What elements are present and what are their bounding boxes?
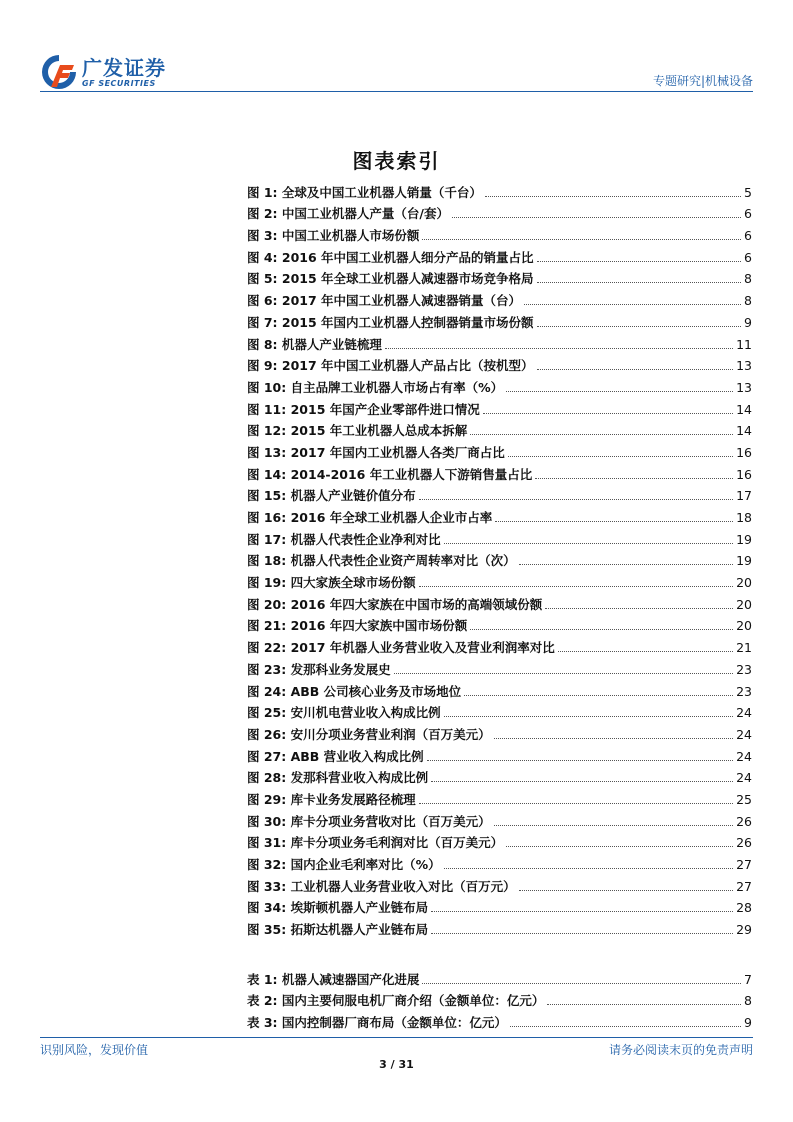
toc-page: 14 [736, 401, 752, 417]
toc-label: 表 1: 机器人减速器国产化进展 [247, 971, 420, 987]
toc-label: 图 2: 中国工业机器人产量（台/套） [247, 206, 449, 222]
toc-label: 图 17: 机器人代表性企业净利对比 [247, 531, 441, 547]
toc-label: 图 19: 四大家族全球市场份额 [247, 575, 416, 591]
toc-page: 16 [736, 466, 752, 482]
toc-label: 图 5: 2015 年全球工业机器人减速器市场竞争格局 [247, 271, 534, 287]
toc-page: 14 [736, 423, 752, 439]
gf-logo-icon [40, 53, 78, 91]
toc-entry[interactable] [247, 613, 752, 635]
toc-entry[interactable] [247, 504, 752, 526]
toc-entry[interactable] [247, 830, 752, 852]
toc-entry[interactable] [247, 895, 752, 917]
toc-page: 18 [736, 510, 752, 525]
toc-page: 5 [744, 184, 752, 200]
toc-label: 表 2: 国内主要伺服电机厂商介绍（金额单位：亿元） [247, 993, 545, 1009]
toc-page: 27 [736, 857, 752, 872]
toc-entry[interactable] [247, 222, 752, 244]
toc-label: 图 16: 2016 年全球工业机器人企业市占率 [247, 510, 493, 525]
toc-entry[interactable] [247, 461, 752, 483]
toc-page: 27 [736, 878, 752, 894]
toc-page: 26 [736, 835, 752, 851]
toc-page: 16 [736, 444, 752, 460]
toc-page: 24 [736, 748, 752, 764]
toc-entry[interactable] [247, 526, 752, 548]
toc-label: 图 10: 自主品牌工业机器人市场占有率（%） [247, 379, 504, 395]
toc-entry[interactable] [247, 591, 752, 613]
page-title: 图表索引 [352, 149, 441, 173]
toc-entry[interactable] [247, 569, 752, 591]
report-section: 专题研究|机械设备 [652, 74, 753, 88]
toc-entry[interactable] [247, 483, 752, 505]
toc-page: 28 [736, 900, 752, 916]
toc-label: 图 9: 2017 年中国工业机器人产品占比（按机型） [247, 358, 534, 374]
toc-entry[interactable] [247, 244, 752, 266]
toc-label: 图 27: ABB 营业收入构成比例 [247, 748, 424, 764]
toc-entry[interactable] [247, 678, 752, 700]
toc-label: 图 29: 库卡业务发展路径梳理 [247, 791, 416, 807]
toc-label: 图 8: 机器人产业链梳理 [247, 336, 382, 352]
toc-entry[interactable] [247, 700, 752, 722]
toc-page: 19 [736, 553, 752, 569]
header-divider [40, 91, 753, 92]
toc-page: 20 [736, 596, 752, 612]
company-logo [40, 52, 166, 92]
footer-slogan: 识别风险，发现价值 [40, 1043, 149, 1057]
toc-label: 图 20: 2016 年四大家族在中国市场的高端领域份额 [247, 596, 543, 612]
toc-page: 11 [736, 336, 752, 352]
toc-page: 29 [736, 922, 752, 938]
toc-entry[interactable] [247, 266, 752, 288]
logo-en-text: GF SECURITIES [82, 78, 156, 88]
toc-entry[interactable] [247, 179, 752, 201]
page-number: 3 / 31 [379, 1058, 414, 1071]
toc-label: 图 11: 2015 年国产企业零部件进口情况 [247, 401, 480, 417]
toc-page: 24 [736, 726, 752, 742]
toc-label: 图 33: 工业机器人业务营业收入对比（百万元） [247, 878, 516, 894]
toc-page: 24 [736, 705, 752, 721]
toc-label: 图 4: 2016 年中国工业机器人细分产品的销量占比 [247, 249, 534, 265]
logo-cn-text: 广发证券 [82, 55, 166, 80]
toc-page: 6 [744, 228, 752, 244]
toc-entry[interactable] [247, 786, 752, 808]
toc-entry[interactable] [247, 765, 752, 787]
toc-entry[interactable] [247, 287, 752, 309]
toc-entry[interactable] [247, 353, 752, 375]
toc-table-entry[interactable] [247, 966, 752, 988]
toc-entry[interactable] [247, 873, 752, 895]
toc-page: 8 [744, 271, 752, 287]
toc-page: 9 [744, 1015, 752, 1031]
toc-entry[interactable] [247, 201, 752, 223]
toc-entry[interactable] [247, 548, 752, 570]
toc-label: 图 18: 机器人代表性企业资产周转率对比（次） [247, 553, 516, 569]
toc-label: 图 3: 中国工业机器人市场份额 [247, 228, 420, 244]
toc-label: 图 35: 拓斯达机器人产业链布局 [247, 922, 429, 938]
toc-label: 图 32: 国内企业毛利率对比（%） [247, 857, 441, 872]
toc-page: 8 [744, 293, 752, 309]
toc-entry[interactable] [247, 331, 752, 353]
toc-label: 图 7: 2015 年国内工业机器人控制器销量市场份额 [247, 314, 534, 330]
toc-page: 20 [736, 575, 752, 591]
toc-label: 图 28: 发那科营业收入构成比例 [247, 770, 429, 786]
toc-label: 图 6: 2017 年中国工业机器人减速器销量（台） [247, 293, 522, 309]
toc-label: 图 31: 库卡分项业务毛利润对比（百万美元） [247, 835, 504, 851]
toc-page: 21 [736, 640, 752, 656]
toc-page: 13 [736, 358, 752, 374]
toc-label: 图 30: 库卡分项业务营收对比（百万美元） [247, 813, 491, 829]
toc-label: 图 15: 机器人产业链价值分布 [247, 488, 416, 504]
toc-label: 图 34: 埃斯顿机器人产业链布局 [247, 900, 429, 916]
footer-disclaimer: 请务必阅读末页的免责声明 [608, 1043, 753, 1057]
toc-entry[interactable] [247, 634, 752, 656]
toc-label: 表 3: 国内控制器厂商布局（金额单位：亿元） [247, 1015, 507, 1031]
toc-label: 图 21: 2016 年四大家族中国市场份额 [247, 618, 468, 634]
toc-entry[interactable] [247, 374, 752, 396]
toc-page: 23 [736, 661, 752, 677]
footer-divider [40, 1037, 753, 1038]
toc-page: 26 [736, 813, 752, 829]
toc-entry[interactable] [247, 743, 752, 765]
toc-entry[interactable] [247, 656, 752, 678]
toc-label: 图 26: 安川分项业务营业利润（百万美元） [247, 726, 491, 742]
toc-table-entry[interactable] [247, 1009, 752, 1031]
toc-entry[interactable] [247, 916, 752, 938]
toc-page: 23 [736, 683, 752, 699]
toc-label: 图 12: 2015 年工业机器人总成本拆解 [247, 423, 468, 439]
toc-table-entry[interactable] [247, 988, 752, 1010]
toc-entry[interactable] [247, 418, 752, 440]
toc-entry[interactable] [247, 721, 752, 743]
toc-entry[interactable] [247, 808, 752, 830]
toc-page: 6 [744, 206, 752, 222]
toc-label: 图 1: 全球及中国工业机器人销量（千台） [247, 184, 482, 200]
figure-index [247, 179, 752, 1031]
toc-page: 8 [744, 993, 752, 1009]
toc-page: 20 [736, 618, 752, 634]
toc-entry[interactable] [247, 851, 752, 873]
toc-page: 19 [736, 531, 752, 547]
toc-label: 图 13: 2017 年国内工业机器人各类厂商占比 [247, 444, 505, 460]
toc-label: 图 22: 2017 年机器人业务营业收入及营业利润率对比 [247, 640, 555, 656]
toc-page: 13 [736, 379, 752, 395]
toc-label: 图 23: 发那科业务发展史 [247, 661, 391, 677]
toc-entry[interactable] [247, 439, 752, 461]
toc-page: 24 [736, 770, 752, 786]
toc-entry[interactable] [247, 396, 752, 418]
toc-label: 图 24: ABB 公司核心业务及市场地位 [247, 683, 462, 699]
toc-label: 图 25: 安川机电营业收入构成比例 [247, 705, 441, 721]
toc-page: 7 [744, 971, 752, 987]
toc-page: 17 [736, 488, 752, 504]
toc-entry[interactable] [247, 309, 752, 331]
toc-page: 9 [744, 314, 752, 330]
toc-page: 6 [744, 249, 752, 265]
toc-page: 25 [736, 791, 752, 807]
toc-label: 图 14: 2014-2016 年工业机器人下游销售量占比 [247, 466, 533, 482]
page-header [40, 52, 753, 92]
